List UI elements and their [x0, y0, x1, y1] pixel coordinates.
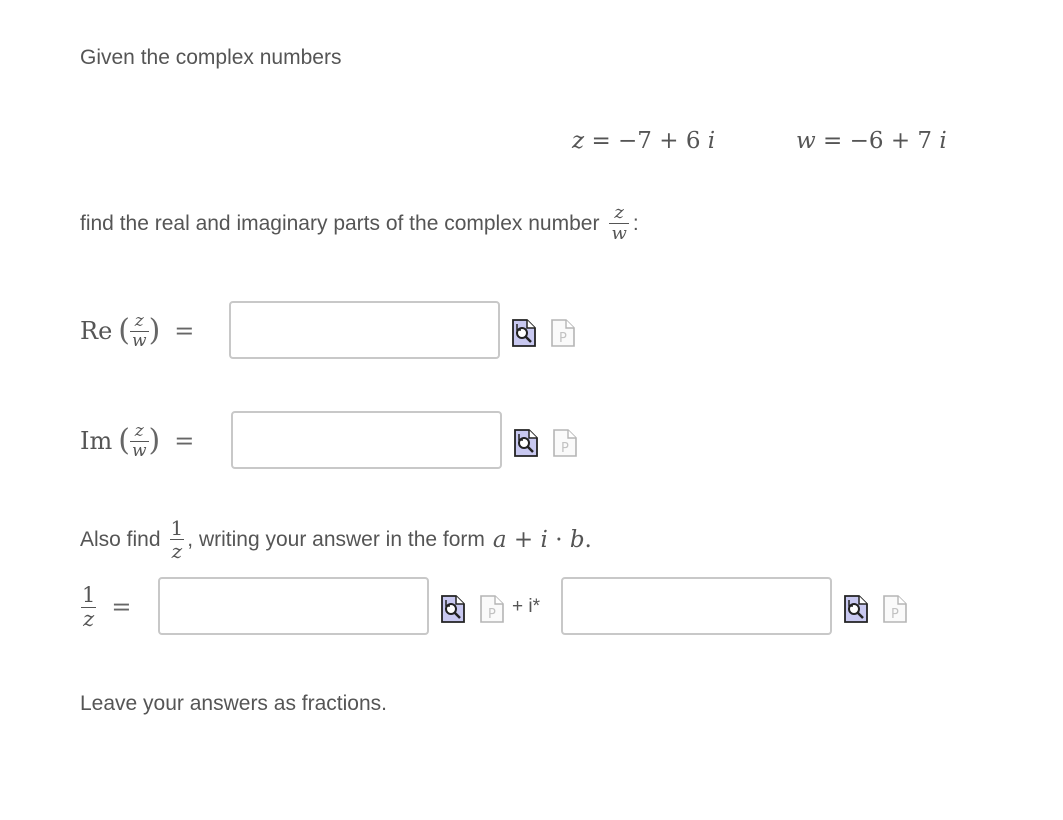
w-definition: w = −6 + 7 i — [796, 128, 947, 154]
svg-text:P: P — [561, 441, 569, 456]
svg-text:P: P — [559, 331, 567, 346]
im-rparen: ) — [148, 423, 161, 458]
im-preview-icon[interactable] — [513, 426, 539, 458]
recip-real-preview-icon[interactable] — [440, 592, 466, 624]
also-prefix: Also find — [80, 527, 161, 551]
im-fraction: $\frac{z}{w}$ — [131, 420, 147, 461]
re-lparen: ( — [118, 313, 130, 348]
re-preview-icon[interactable] — [511, 316, 537, 348]
im-equals: = — [174, 427, 195, 455]
find-colon: : — [632, 211, 639, 235]
fraction-z-over-w: $\frac{z}{w}$ — [611, 202, 627, 244]
form-expression: a + i · b. — [492, 526, 592, 553]
recip-real-input[interactable] — [158, 577, 429, 635]
re-fraction: $\frac{z}{w}$ — [132, 310, 147, 351]
find-text: find the real and imaginary parts of the complex number — [80, 211, 600, 235]
recip-real-p-icon[interactable] — [479, 592, 505, 624]
footer-note: Leave your answers as fractions. — [80, 692, 387, 715]
im-lparen: ( — [118, 423, 130, 458]
re-p-icon[interactable] — [550, 316, 576, 348]
re-equals: = — [174, 317, 195, 345]
also-suffix: , writing your answer in the form — [187, 527, 485, 551]
svg-text:P: P — [891, 607, 899, 622]
find-instruction — [80, 204, 639, 243]
recip-imag-input[interactable] — [561, 577, 832, 635]
recip-label — [80, 580, 131, 634]
plus-i-label: + i* — [512, 596, 540, 617]
intro-text: Given the complex numbers — [80, 46, 342, 69]
recip-imag-p-icon[interactable] — [882, 592, 908, 624]
also-find-instruction — [80, 518, 592, 561]
recip-imag-preview-icon[interactable] — [843, 592, 869, 624]
im-answer-input[interactable] — [231, 411, 502, 469]
im-p-icon[interactable] — [552, 426, 578, 458]
z-definition: z = −7 + 6 i — [572, 128, 716, 154]
re-rparen: ) — [148, 313, 161, 348]
recip-equals: = — [111, 593, 132, 621]
re-answer-input[interactable] — [229, 301, 500, 359]
im-label — [80, 416, 194, 466]
re-operator: Re — [80, 317, 113, 345]
re-label — [80, 306, 194, 356]
recip-fraction: $\frac{1}{z}$ — [82, 582, 96, 631]
svg-text:P: P — [488, 607, 496, 622]
im-operator: Im — [80, 427, 113, 455]
fraction-one-over-z: $\frac{1}{z}$ — [170, 516, 184, 563]
